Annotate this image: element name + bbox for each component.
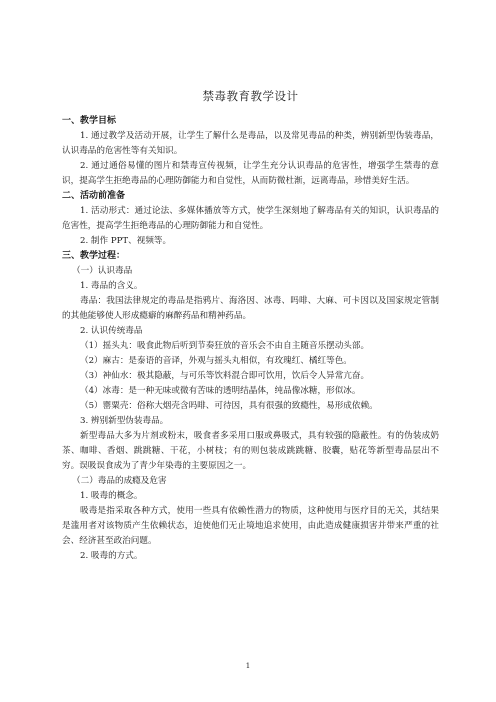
paragraph: 吸毒是指采取各种方式，使用一些具有依赖性潜力的物质，这种使用与医疗目的无关，其结果是滥用者对该物质产生依赖状态，迫使他们无止境地追求使用，由此造成健康损害并带来严重的社会、经济甚至政治问题。 — [62, 506, 439, 546]
paragraph: （4）冰毒：是一种无味或微有苦味的透明结晶体，纯品像冰糖，形似冰。 — [80, 386, 361, 396]
document-body — [62, 114, 439, 564]
paragraph: （5）罂粟壳：俗称大烟壳含吗啡、可待因，具有很强的致瘾性，易形成依赖。 — [80, 401, 378, 411]
paragraph: 2. 制作 PPT、视频等。 — [80, 236, 172, 246]
paragraph: 3. 辨别新型伪装毒品。 — [80, 416, 169, 426]
paragraph: 2. 通过通俗易懂的图片和禁毒宣传视频，让学生充分认识毒品的危害性，增强学生禁毒的意识，提高学生拒绝毒品的心理防御能力和自觉性，从而防微杜渐，远离毒品，珍惜美好生活。 — [62, 161, 439, 186]
paragraph: 1. 吸毒的概念。 — [80, 491, 143, 501]
paragraph: 1. 毒品的含义。 — [80, 281, 143, 291]
paragraph: （3）神仙水：极其隐蔽，与可乐等饮料混合即可饮用，饮后令人异常亢奋。 — [80, 371, 370, 381]
document-title: 禁毒教育教学设计 — [202, 89, 299, 103]
page-number: 1 — [245, 662, 251, 670]
paragraph: （1）摇头丸：吸食此物后听到节奏狂放的音乐会不由自主随音乐摆动头部。 — [80, 341, 370, 351]
paragraph: （2）麻古：是泰语的音译，外观与摇头丸相似，有玫瑰红、橘红等色。 — [80, 356, 352, 366]
paragraph: 2. 吸毒的方式。 — [80, 551, 143, 561]
paragraph: 1. 活动形式：通过论法、多媒体播放等方式，使学生深刻地了解毒品有关的知识，认识毒品的危害性，提高学生拒绝毒品的心理防御能力和自觉性。 — [62, 206, 439, 231]
section-heading: 二、活动前准备 — [62, 191, 126, 201]
paragraph: 新型毒品大多为片剂或粉末，吸食者多采用口服或鼻吸式，具有较强的隐蔽性。有的伪装成奶茶、咖啡、香烟、跳跳糖、干花，小树枝；有的则包装成跳跳糖、胶囊，贴花等新型毒品层出不穷。误吸误食成为了青少年染毒的主要原因之一。 — [62, 431, 439, 471]
subsection-heading: （一）认识毒品 — [72, 266, 133, 276]
paragraph: 1. 通过教学及活动开展，让学生了解什么是毒品，以及常见毒品的种类，辨别新型伪装毒品，认识毒品的危害性等有关知识。 — [62, 131, 439, 156]
paragraph: 毒品：我国法律规定的毒品是指鸦片、海洛因、冰毒、吗啡、大麻、可卡因以及国家规定管制的其他能够使人形成瘾癖的麻醉药品和精神药品。 — [62, 296, 439, 321]
section-heading: 一、教学目标 — [62, 116, 117, 126]
section-heading: 三、教学过程： — [62, 251, 126, 261]
paragraph: 2. 认识传统毒品 — [80, 326, 143, 336]
subsection-heading: （二）毒品的成瘾及危害 — [72, 476, 167, 486]
